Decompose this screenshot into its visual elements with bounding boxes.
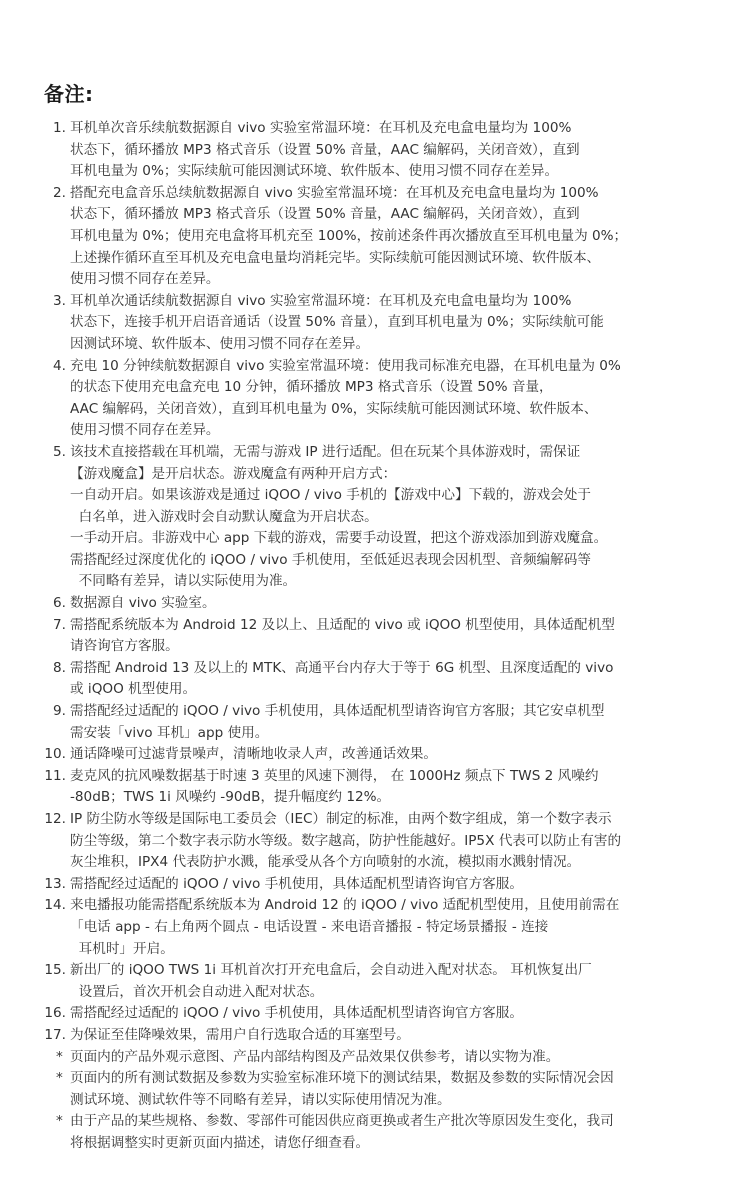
disclaimer-item — [36, 1111, 726, 1154]
note-number: 5. — [53, 443, 66, 460]
note-number: 1. — [53, 120, 66, 136]
note-number: 17. — [44, 1026, 66, 1043]
note-line: 数据源自 vivo 实验室。 — [70, 595, 216, 612]
note-item — [36, 744, 726, 766]
note-number: 6. — [53, 595, 66, 612]
note-item — [36, 118, 726, 183]
note-line: 一手动开启。非游戏中心 app 下载的游戏，需要手动设置，把这个游戏添加到游戏魔盒。 — [70, 530, 608, 547]
note-line: 使用习惯不同存在差异。 — [70, 271, 220, 288]
note-line: 灰尘堆积，IPX4 代表防护水溅，能承受从各个方向喷射的水流，模拟雨水溅射情况。 — [70, 854, 581, 871]
note-line: 白名单，进入游戏时会自动默认魔盒为开启状态。 — [70, 508, 378, 525]
note-line: 「电话 app - 右上角两个圆点 - 电话设置 - 来电语音播报 - 特定场景播报 - 连接 — [70, 918, 549, 935]
disclaimer-line: 将根据调整实时更新页面内描述，请您仔细查看。 — [70, 1134, 370, 1151]
note-item — [36, 658, 726, 701]
note-item — [36, 356, 726, 442]
note-number: 3. — [53, 292, 66, 309]
asterisk-mark: * — [56, 1070, 63, 1087]
note-number: 7. — [53, 616, 66, 633]
note-item — [36, 442, 726, 593]
note-line: 一自动开启。如果该游戏是通过 iQOO / vivo 手机的【游戏中心】下载的，游戏会处于 — [70, 487, 591, 504]
note-item — [36, 593, 726, 615]
note-line: 来电播报功能需搭配系统版本为 Android 12 的 iQOO / vivo 适配机型使用，且使用前需在 — [70, 897, 620, 914]
note-line: 因测试环境、软件版本、使用习惯不同存在差异。 — [70, 335, 370, 352]
disclaimer-line: 页面内的所有测试数据及参数为实验室标准环境下的测试结果，数据及参数的实际情况会因 — [70, 1070, 614, 1087]
note-item — [36, 291, 726, 356]
note-number: 4. — [53, 357, 66, 374]
note-number: 9. — [53, 703, 66, 720]
note-line: 需搭配 Android 13 及以上的 MTK、高通平台内存大于等于 6G 机型、且深度适配的 vivo — [70, 659, 614, 676]
note-line: 通话降噪可过滤背景噪声，清晰地收录人声，改善通话效果。 — [70, 746, 438, 763]
note-number: 10. — [44, 746, 66, 763]
note-line: 耳机电量为 0%；实际续航可能因测试环境、软件版本、使用习惯不同存在差异。 — [70, 163, 559, 180]
asterisk-mark: * — [56, 1113, 63, 1130]
note-item — [36, 183, 726, 291]
note-line: 状态下，连接手机开启语音通话（设置 50% 音量），直到耳机电量为 0%；实际续航可能 — [70, 314, 604, 331]
note-line: 需安装「vivo 耳机」app 使用。 — [70, 724, 269, 741]
notes-list — [36, 118, 726, 1155]
note-line: IP 防尘防水等级是国际电工委员会（IEC）制定的标准，由两个数字组成，第一个数字表示 — [70, 811, 612, 827]
note-line: 该技术直接搭载在耳机端，无需与游戏 IP 进行适配。但在玩某个具体游戏时，需保证 — [70, 443, 581, 460]
note-line: AAC 编解码，关闭音效），直到耳机电量为 0%，实际续航可能因测试环境、软件版本、 — [70, 400, 598, 417]
note-line: 为保证至佳降噪效果，需用户自行选取合适的耳塞型号。 — [70, 1026, 410, 1043]
asterisk-mark: * — [56, 1048, 63, 1065]
notes-heading: 备注: — [44, 82, 94, 106]
note-line: 需搭配系统版本为 Android 12 及以上、且适配的 vivo 或 iQOO 机型使用，具体适配机型 — [70, 616, 615, 633]
note-item — [36, 1003, 726, 1025]
note-number: 13. — [44, 875, 66, 892]
note-line: 状态下，循环播放 MP3 格式音乐（设置 50% 音量，AAC 编解码，关闭音效），直到 — [70, 141, 580, 158]
note-line: 充电 10 分钟续航数据源自 vivo 实验室常温环境：使用我司标准充电器，在耳机电量为 0% — [70, 357, 621, 374]
disclaimer-line: 测试环境、测试软件等不同略有差异，请以实际使用情况为准。 — [70, 1091, 451, 1108]
note-item — [36, 809, 726, 874]
note-number: 12. — [44, 811, 66, 827]
disclaimer-item — [36, 1047, 726, 1069]
note-line: 需搭配经过适配的 iQOO / vivo 手机使用，具体适配机型请咨询官方客服。 — [70, 875, 523, 892]
disclaimer-line: 页面内的产品外观示意图、产品内部结构图及产品效果仅供参考，请以实物为准。 — [70, 1048, 560, 1065]
note-item — [36, 701, 726, 744]
note-number: 11. — [44, 767, 66, 784]
note-item — [36, 1025, 726, 1047]
note-number: 8. — [53, 659, 66, 676]
disclaimer-item — [36, 1068, 726, 1111]
note-item — [36, 960, 726, 1003]
note-line: 耳机单次音乐续航数据源自 vivo 实验室常温环境：在耳机及充电盒电量均为 100% — [70, 120, 572, 136]
note-item — [36, 766, 726, 809]
note-line: 耳机时」开启。 — [70, 940, 174, 957]
note-item — [36, 615, 726, 658]
note-line: 麦克风的抗风噪数据基于时速 3 英里的风速下测得， 在 1000Hz 频点下 TWS 2 风噪约 — [70, 767, 599, 784]
note-line: 耳机电量为 0%；使用充电盒将耳机充至 100%，按前述条件再次播放直至耳机电量为 0%； — [70, 227, 628, 244]
note-item — [36, 895, 726, 960]
note-line: 设置后，首次开机会自动进入配对状态。 — [70, 983, 324, 1000]
note-line: 或 iQOO 机型使用。 — [70, 681, 197, 698]
note-line: 新出厂的 iQOO TWS 1i 耳机首次打开充电盒后，会自动进入配对状态。 耳机恢复出厂 — [70, 962, 592, 979]
note-line: 上述操作循环直至耳机及充电盒电量均消耗完毕。实际续航可能因测试环境、软件版本、 — [70, 249, 601, 266]
note-line: -80dB；TWS 1i 风噪约 -90dB，提升幅度约 12%。 — [70, 789, 391, 806]
note-line: 耳机单次通话续航数据源自 vivo 实验室常温环境：在耳机及充电盒电量均为 100% — [70, 292, 572, 309]
note-line: 使用习惯不同存在差异。 — [70, 422, 220, 439]
note-line: 【游戏魔盒】是开启状态。游戏魔盒有两种开启方式： — [70, 465, 397, 482]
note-line: 请咨询官方客服。 — [70, 638, 179, 655]
note-number: 2. — [53, 184, 66, 201]
note-line: 需搭配经过适配的 iQOO / vivo 手机使用，具体适配机型请咨询官方客服；其它安卓机型 — [70, 703, 605, 720]
note-line: 需搭配经过适配的 iQOO / vivo 手机使用，具体适配机型请咨询官方客服。 — [70, 1005, 523, 1022]
note-number: 16. — [44, 1005, 66, 1022]
note-number: 15. — [44, 962, 66, 979]
note-line: 防尘等级，第二个数字表示防水等级。数字越高，防护性能越好。IP5X 代表可以防止有害的 — [70, 832, 622, 849]
note-line: 搭配充电盒音乐总续航数据源自 vivo 实验室常温环境：在耳机及充电盒电量均为 100% — [70, 184, 599, 201]
note-line: 不同略有差异，请以实际使用为准。 — [70, 573, 297, 590]
disclaimer-line: 由于产品的某些规格、参数、零部件可能因供应商更换或者生产批次等原因发生变化，我司 — [70, 1113, 614, 1130]
note-line: 状态下，循环播放 MP3 格式音乐（设置 50% 音量，AAC 编解码，关闭音效），直到 — [70, 206, 580, 223]
note-number: 14. — [44, 897, 66, 914]
note-item — [36, 874, 726, 896]
note-line: 需搭配经过深度优化的 iQOO / vivo 手机使用，至低延迟表现会因机型、音频编解码等 — [70, 551, 591, 568]
note-line: 的状态下使用充电盒充电 10 分钟，循环播放 MP3 格式音乐（设置 50% 音量， — [70, 379, 553, 396]
